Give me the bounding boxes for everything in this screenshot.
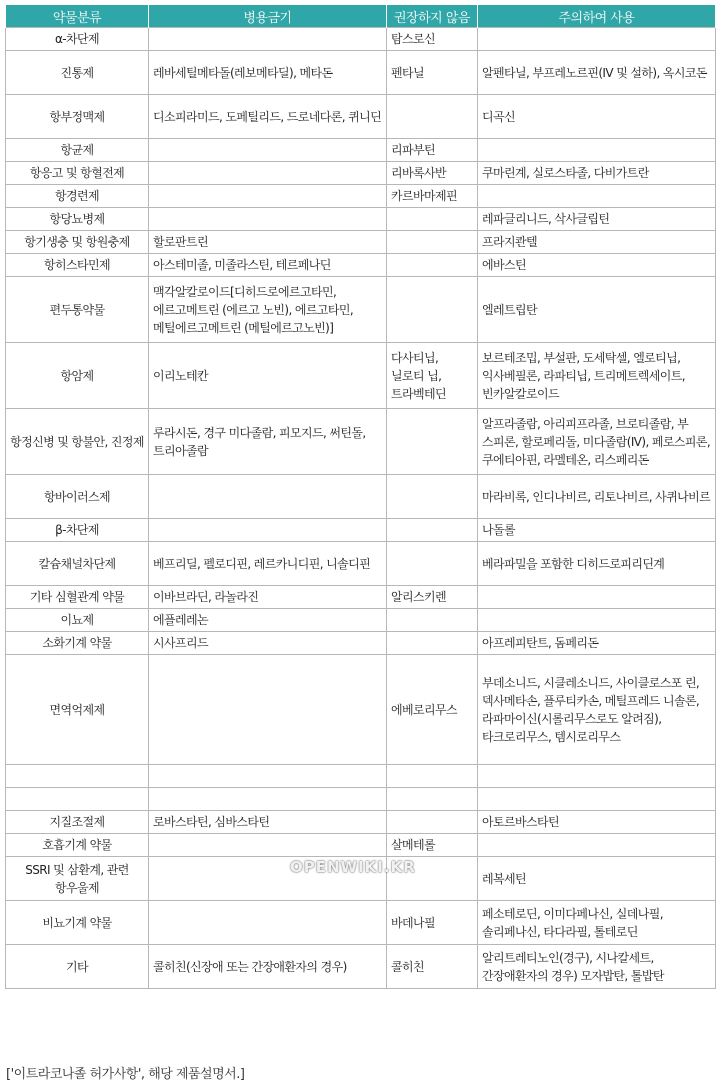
cell-caution: 알리트레티노인(경구), 시나칼세트, 간장애환자의 경우) 모자밥탄, 톨밥탄 [478,945,716,989]
cell-notrec [387,542,478,586]
cell-contra: 콜히친(신장애 또는 간장애환자의 경우) [149,945,387,989]
cell-contra [149,788,387,811]
cell-notrec: 에베로리무스 [387,655,478,765]
table-row [6,655,716,765]
table-row [6,277,716,343]
table-row [6,343,716,409]
cell-category: 항히스타민제 [6,254,149,277]
cell-notrec [387,95,478,139]
table-row [6,901,716,945]
table-row [6,632,716,655]
cell-category: 항바이러스제 [6,475,149,519]
table-row [6,208,716,231]
cell-contra: 로바스타틴, 심바스타틴 [149,811,387,834]
cell-contra: 맥각알칼로이드[디히드로에르고타민, 에르고메트린 (에르고 노빈), 에르고타민, 메틸에르고메트린 (메틸에르고노빈)] [149,277,387,343]
cell-contra [149,655,387,765]
cell-caution [478,834,716,857]
cell-notrec: 리바록사반 [387,162,478,185]
cell-notrec [387,609,478,632]
cell-caution [478,765,716,788]
cell-category: 진통제 [6,51,149,95]
table-row [6,586,716,609]
cell-caution: 프라지콴텔 [478,231,716,254]
cell-category: 지질조절제 [6,811,149,834]
cell-category: 항부정맥제 [6,95,149,139]
cell-contra [149,162,387,185]
cell-caution [478,185,716,208]
cell-contra [149,475,387,519]
table-row [6,945,716,989]
drug-interaction-table [5,5,716,989]
table-header [6,5,716,28]
cell-category: β-차단제 [6,519,149,542]
cell-category: 항기생충 및 항원충제 [6,231,149,254]
table-row [6,788,716,811]
cell-caution: 알프라졸람, 아리피프라졸, 브로티졸람, 부 스피론, 할로페리돌, 미다졸람(IV), 페로스피론, 쿠에티아핀, 라멜테온, 리스페리돈 [478,409,716,475]
cell-caution: 디곡신 [478,95,716,139]
table-row [6,857,716,901]
table-row [6,162,716,185]
cell-contra: 에플레레논 [149,609,387,632]
table-row [6,28,716,51]
cell-caution: 아토르바스타틴 [478,811,716,834]
cell-contra [149,834,387,857]
cell-notrec [387,475,478,519]
cell-notrec: 콜히친 [387,945,478,989]
cell-notrec: 다사티닙, 닐로티 닙, 트라벡테딘 [387,343,478,409]
table-row [6,519,716,542]
table-row [6,409,716,475]
cell-caution: 베라파밀을 포함한 디히드로피리딘계 [478,542,716,586]
cell-caution: 부데소니드, 시클레소니드, 사이클로스포 린, 덱사메타손, 플루티카손, 메틸프레드 니솔론, 라파마이신(시롤리무스로도 알려짐), 타크로리무스, 템시로리무스 [478,655,716,765]
header-not-recommended: 권장하지 않음 [387,5,478,28]
cell-category: 항경련제 [6,185,149,208]
cell-contra: 이리노테칸 [149,343,387,409]
header-drug-class: 약물분류 [6,5,149,28]
cell-caution: 보르테조밉, 부설판, 도세탁셀, 엘로티닙, 익사베필론, 라파티닙, 트리메트렉세이트, 빈카알칼로이드 [478,343,716,409]
cell-notrec [387,765,478,788]
cell-notrec: 살메테롤 [387,834,478,857]
cell-category: 항암제 [6,343,149,409]
table-row [6,231,716,254]
cell-caution: 마라비록, 인디나비르, 리토나비르, 사퀴나비르 [478,475,716,519]
table-row [6,811,716,834]
table-row [6,51,716,95]
cell-category [6,765,149,788]
cell-contra: 디소피라미드, 도페틸리드, 드로네다론, 퀴니딘 [149,95,387,139]
table-row [6,475,716,519]
table-row [6,834,716,857]
cell-contra: 이바브라딘, 라놀라진 [149,586,387,609]
cell-contra [149,765,387,788]
cell-caution [478,28,716,51]
cell-contra: 레바세틸메타돌(레보메타딜), 메타돈 [149,51,387,95]
header-contraindicated: 병용금기 [149,5,387,28]
cell-contra [149,519,387,542]
cell-contra [149,185,387,208]
cell-category: 항균제 [6,139,149,162]
cell-caution [478,139,716,162]
cell-category: 항정신병 및 항불안, 진정제 [6,409,149,475]
cell-category: 기타 심혈관계 약물 [6,586,149,609]
table-row [6,95,716,139]
cell-notrec: 알리스키렌 [387,586,478,609]
cell-caution: 레복세틴 [478,857,716,901]
cell-category: 소화기계 약물 [6,632,149,655]
cell-caution: 아프레피탄트, 돔페리돈 [478,632,716,655]
cell-caution [478,788,716,811]
cell-contra [149,208,387,231]
cell-notrec: 카르바마제핀 [387,185,478,208]
cell-caution: 알펜타닐, 부프레노르핀(IV 및 설하), 옥시코돈 [478,51,716,95]
cell-category: 칼슘채널차단제 [6,542,149,586]
cell-category: 편두통약물 [6,277,149,343]
cell-category: 비뇨기계 약물 [6,901,149,945]
table-row [6,185,716,208]
drug-interaction-table-container [5,5,715,989]
cell-notrec: 탐스로신 [387,28,478,51]
cell-category: α-차단제 [6,28,149,51]
cell-caution: 페소테로딘, 이미다페나신, 실데나필, 솔리페나신, 타다라필, 톨테로딘 [478,901,716,945]
cell-contra: 아스테미졸, 미졸라스틴, 테르페나딘 [149,254,387,277]
header-use-with-caution: 주의하여 사용 [478,5,716,28]
cell-contra: 루라시돈, 경구 미다졸람, 피모지드, 써틴돌, 트리아졸람 [149,409,387,475]
cell-category: 이뇨제 [6,609,149,632]
table-row [6,765,716,788]
watermark: OPENWIKI.KR [290,858,416,876]
table-body [6,28,716,989]
cell-contra [149,857,387,901]
cell-category: 항응고 및 항혈전제 [6,162,149,185]
cell-notrec [387,811,478,834]
cell-contra [149,901,387,945]
cell-contra [149,139,387,162]
cell-contra: 시사프리드 [149,632,387,655]
cell-notrec [387,409,478,475]
cell-notrec [387,231,478,254]
cell-notrec [387,277,478,343]
table-row [6,139,716,162]
cell-category: 면역억제제 [6,655,149,765]
cell-notrec: 바데나필 [387,901,478,945]
cell-caution: 에바스틴 [478,254,716,277]
cell-caution: 쿠마린계, 실로스타졸, 다비가트란 [478,162,716,185]
cell-category [6,788,149,811]
cell-notrec [387,788,478,811]
cell-notrec [387,519,478,542]
table-row [6,542,716,586]
cell-caution: 엘레트립탄 [478,277,716,343]
cell-contra: 베프리딜, 펠로디핀, 레르카니디핀, 니솔디핀 [149,542,387,586]
cell-notrec [387,208,478,231]
cell-notrec [387,254,478,277]
table-row [6,254,716,277]
source-caption: ['이트라코나졸 허가사항', 해당 제품설명서.] [6,1067,245,1082]
cell-category: 호흡기계 약물 [6,834,149,857]
cell-caution [478,609,716,632]
table-row [6,609,716,632]
cell-notrec [387,632,478,655]
cell-category: 항당뇨병제 [6,208,149,231]
cell-category: SSRI 및 삼환계, 관련 항우울제 [6,857,149,901]
cell-notrec: 리파부틴 [387,139,478,162]
cell-category: 기타 [6,945,149,989]
cell-caution: 레파글리니드, 삭사글립틴 [478,208,716,231]
cell-notrec [387,857,478,901]
cell-contra: 할로판트린 [149,231,387,254]
cell-contra [149,28,387,51]
cell-caution: 나돌롤 [478,519,716,542]
cell-caution [478,586,716,609]
cell-notrec: 펜타닐 [387,51,478,95]
